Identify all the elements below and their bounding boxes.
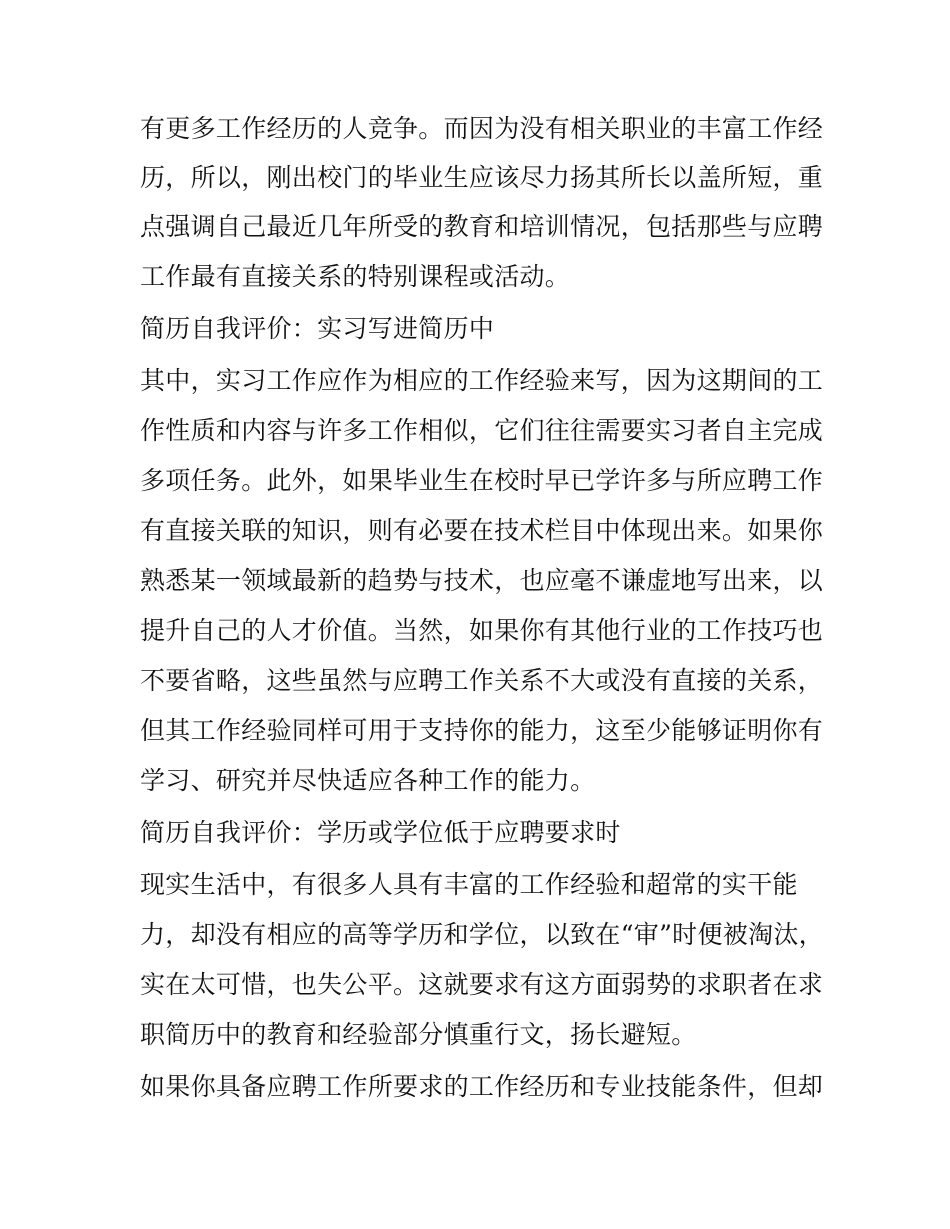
text-line: 但其工作经验同样可用于支持你的能力，这至少能够证明你有 xyxy=(140,716,824,745)
text-line: 现实生活中，有很多人具有丰富的工作经验和超常的实干能 xyxy=(140,870,798,899)
text-line: 力，却没有相应的高等学历和学位，以致在“审”时便被淘汰， xyxy=(140,920,824,949)
text-line: 学习、研究并尽快适应各种工作的能力。 xyxy=(140,766,596,795)
text-line: 有更多工作经历的人竞争。而因为没有相关职业的丰富工作经 xyxy=(140,114,824,143)
section-heading: 简历自我评价：实习写进简历中 xyxy=(140,314,495,343)
text-line: 工作最有直接关系的特别课程或活动。 xyxy=(140,262,571,291)
text-line: 其中，实习工作应作为相应的工作经验来写，因为这期间的工 xyxy=(140,366,824,395)
text-line: 作性质和内容与许多工作相似，它们往往需要实习者自主完成 xyxy=(140,416,824,445)
text-line: 实在太可惜，也失公平。这就要求有这方面弱势的求职者在求 xyxy=(140,970,824,999)
text-line: 有直接关联的知识，则有必要在技术栏目中体现出来。如果你 xyxy=(140,516,824,545)
text-line: 提升自己的人才价值。当然，如果你有其他行业的工作技巧也 xyxy=(140,616,824,645)
text-line: 熟悉某一领域最新的趋势与技术，也应毫不谦虚地写出来，以 xyxy=(140,566,824,595)
text-line: 职简历中的教育和经验部分慎重行文，扬长避短。 xyxy=(140,1020,697,1049)
text-line: 如果你具备应聘工作所要求的工作经历和专业技能条件，但却 xyxy=(140,1072,824,1101)
text-line: 历，所以，刚出校门的毕业生应该尽力扬其所长以盖所短，重 xyxy=(140,163,824,192)
text-line: 多项任务。此外，如果毕业生在校时早已学许多与所应聘工作 xyxy=(140,466,824,495)
section-heading: 简历自我评价：学历或学位低于应聘要求时 xyxy=(140,818,621,847)
text-line: 不要省略，这些虽然与应聘工作关系不大或没有直接的关系， xyxy=(140,666,824,695)
text-line: 点强调自己最近几年所受的教育和培训情况，包括那些与应聘 xyxy=(140,212,824,241)
